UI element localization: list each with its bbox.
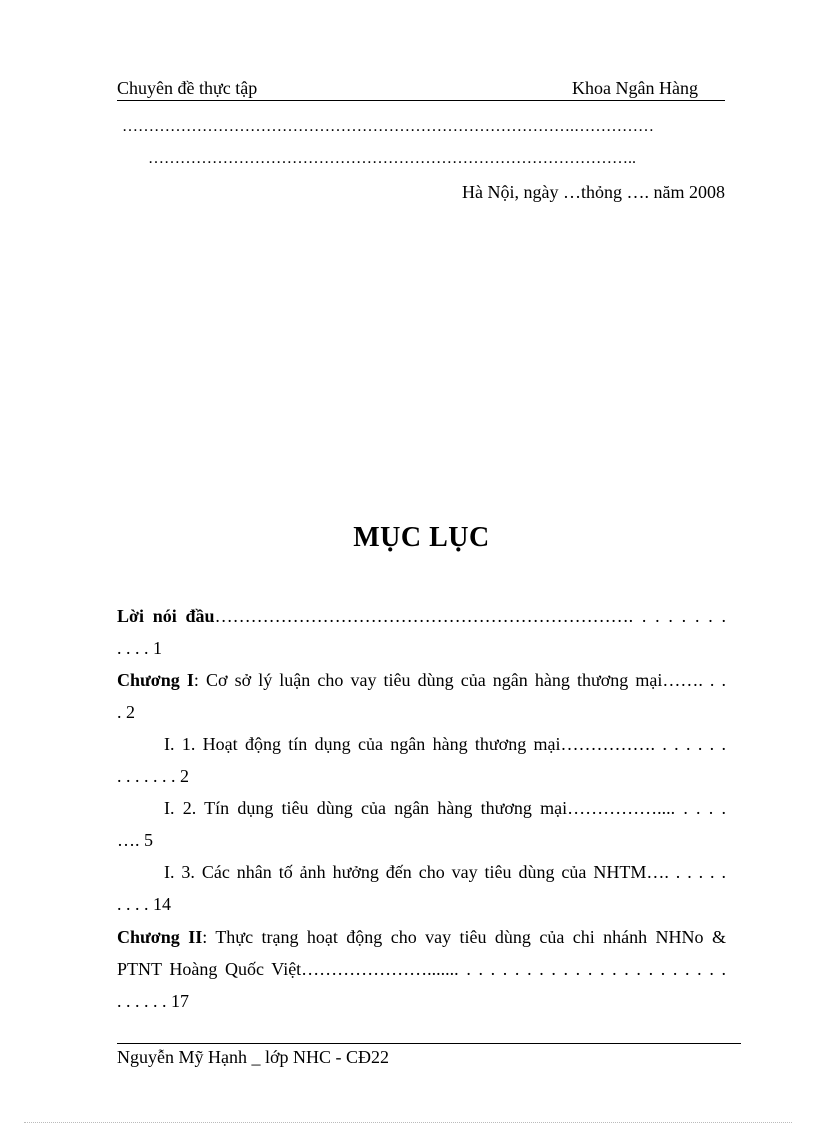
header-right: Khoa Ngân Hàng <box>572 78 698 98</box>
toc-entry-preface[interactable] <box>117 604 726 628</box>
header-rule <box>117 100 725 101</box>
toc-entry-page: . 2 <box>117 702 135 722</box>
toc-entry-page: …. 5 <box>117 830 153 850</box>
toc-entry-page: . . . . . . . 2 <box>117 766 189 786</box>
toc-entry-text: : Thực trạng hoạt động cho vay tiêu dùng của chi nhánh NHNo & <box>202 927 726 947</box>
toc-entry-line2: PTNT Hoàng Quốc Việt…………………....... . . . . . . . . . . . . . . . . . . . . . . <box>117 959 726 979</box>
toc-entry-text: I. 2. Tín dụng tiêu dùng của ngân hàng thương mại…………….... . . . . <box>164 798 726 818</box>
toc-entry-bold: Lời nói đầu <box>117 606 215 626</box>
dotted-line-2: ……………………………………………………………………………….. <box>148 150 636 167</box>
toc-entry-text: I. 1. Hoạt động tín dụng của ngân hàng thương mại……………. . . . . . . <box>164 734 726 754</box>
toc-entry-bold: Chương I <box>117 670 194 690</box>
toc-entry-chapter-1[interactable] <box>117 668 726 692</box>
toc-entry-section-1-3[interactable] <box>164 860 726 884</box>
toc-entry-bold: Chương II <box>117 927 203 947</box>
date-line: Hà Nội, ngày …thỏng …. năm 2008 <box>462 182 725 202</box>
dotted-line-1: ………………………………………………………………………….…………… <box>122 118 654 135</box>
toc-entry-section-1-1[interactable] <box>164 732 726 756</box>
toc-entry-page: . . . . 1 <box>117 638 162 658</box>
footer-author: Nguyễn Mỹ Hạnh _ lớp NHC - CĐ22 <box>117 1047 390 1067</box>
footer-rule <box>117 1043 741 1044</box>
toc-entry-text: I. 3. Các nhân tố ảnh hưởng đến cho vay tiêu dùng của NHTM…. . . . . . <box>164 862 726 882</box>
toc-entry-chapter-2[interactable] <box>117 925 726 949</box>
toc-entry-section-1-2[interactable] <box>164 796 726 820</box>
toc-entry-text: ……………………………………………………………. . . . . . . . <box>214 606 726 626</box>
toc-entry-page: . . . . . . 17 <box>117 991 189 1011</box>
toc-entry-text: : Cơ sở lý luận cho vay tiêu dùng của ngân hàng thương mại……. . . <box>193 670 727 690</box>
header-left: Chuyên đề thực tập <box>117 78 258 98</box>
toc-entry-page: . . . . 14 <box>117 894 171 914</box>
toc-title: MỤC LỤC <box>353 522 490 553</box>
